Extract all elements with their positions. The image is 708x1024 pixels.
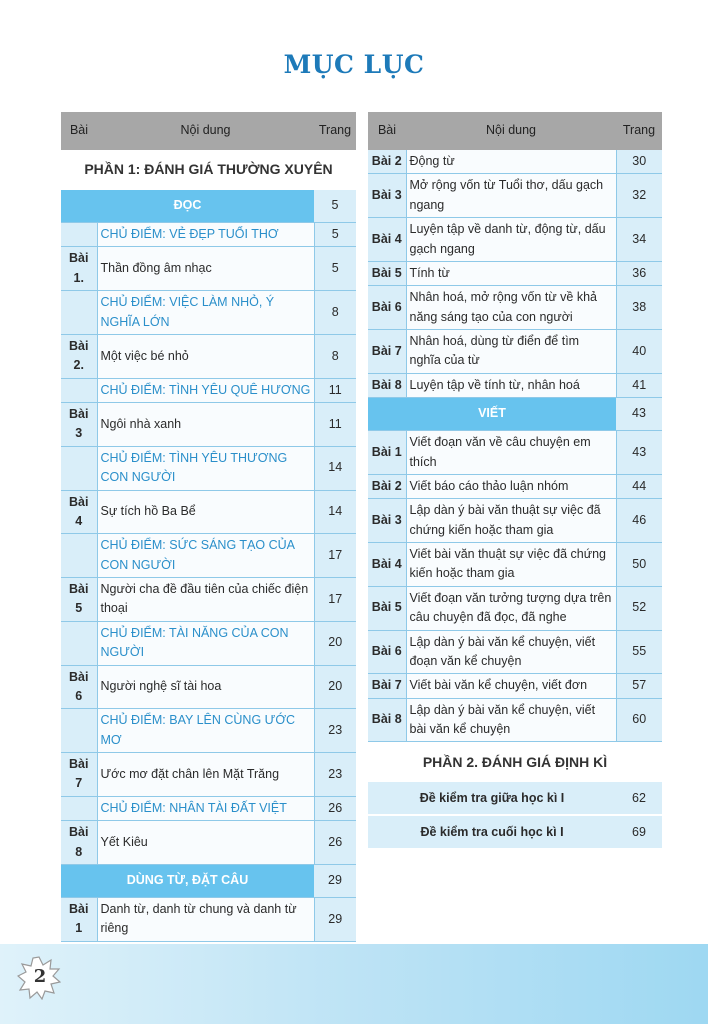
- toc-left-column: [61, 112, 356, 942]
- page-ref: 8: [314, 334, 356, 378]
- lesson-title: Viết đoạn văn tưởng tượng dựa trên câu chuyện đã đọc, đã nghe: [406, 586, 616, 630]
- lesson-title: Viết bài văn kể chuyện, viết đơn: [406, 674, 616, 698]
- theme-row: [61, 796, 356, 820]
- lesson-title: Yết Kiêu: [97, 821, 314, 865]
- lesson-number: Bài 7: [61, 753, 97, 797]
- theme-row: [61, 446, 356, 490]
- lesson-number: [61, 223, 97, 247]
- header-bai: Bài: [61, 112, 97, 150]
- page-ref: 14: [314, 490, 356, 534]
- theme-row: [61, 534, 356, 578]
- page-ref: 5: [314, 190, 356, 223]
- lesson-row: [61, 897, 356, 941]
- page-ref: 60: [616, 698, 662, 742]
- lesson-title: Người nghệ sĩ tài hoa: [97, 665, 314, 709]
- lesson-row: [61, 665, 356, 709]
- lesson-number: Bài 3: [368, 499, 406, 543]
- lesson-title: Sự tích hồ Ba Bể: [97, 490, 314, 534]
- lesson-number: Bài 5: [61, 578, 97, 622]
- page-ref: 23: [314, 753, 356, 797]
- lesson-row: [61, 821, 356, 865]
- lesson-number: Bài 1: [61, 897, 97, 941]
- page-ref: 20: [314, 665, 356, 709]
- lesson-number: Bài 2.: [61, 334, 97, 378]
- lesson-number: [61, 291, 97, 335]
- lesson-title: Động từ: [406, 150, 616, 174]
- theme-row: [61, 378, 356, 402]
- theme-title: CHỦ ĐIỂM: BAY LÊN CÙNG ƯỚC MƠ: [97, 709, 314, 753]
- section-title: ĐỌC: [61, 190, 314, 223]
- part-heading: PHẦN 1: ĐÁNH GIÁ THƯỜNG XUYÊN: [61, 150, 356, 190]
- page-ref: 44: [616, 474, 662, 498]
- page-ref: 43: [616, 398, 662, 431]
- theme-row: [61, 709, 356, 753]
- lesson-title: Lập dàn ý bài văn kể chuyện, viết đoạn văn kể chuyện: [406, 630, 616, 674]
- lesson-number: Bài 7: [368, 330, 406, 374]
- theme-title: CHỦ ĐIỂM: SỨC SÁNG TẠO CỦA CON NGƯỜI: [97, 534, 314, 578]
- lesson-row: [368, 674, 662, 698]
- lesson-row: [368, 499, 662, 543]
- lesson-title: Nhân hoá, dùng từ điển để tìm nghĩa của từ: [406, 330, 616, 374]
- page-ref: 26: [314, 821, 356, 865]
- lesson-row: [61, 753, 356, 797]
- lesson-title: Luyện tập về tính từ, nhân hoá: [406, 373, 616, 397]
- lesson-number: [61, 446, 97, 490]
- theme-title: CHỦ ĐIỂM: NHÂN TÀI ĐẤT VIỆT: [97, 796, 314, 820]
- page-ref: 62: [616, 782, 662, 815]
- lesson-number: Bài 7: [368, 674, 406, 698]
- section-title: DÙNG TỪ, ĐẶT CÂU: [61, 864, 314, 897]
- lesson-title: Thần đồng âm nhạc: [97, 247, 314, 291]
- exam-title: Đề kiểm tra cuối học kì I: [368, 815, 616, 849]
- theme-title: CHỦ ĐIỂM: TÌNH YÊU THƯƠNG CON NGƯỜI: [97, 446, 314, 490]
- exam-title: Đề kiểm tra giữa học kì I: [368, 782, 616, 815]
- section-title: VIẾT: [368, 398, 616, 431]
- page-ref: 52: [616, 586, 662, 630]
- lesson-number: Bài 8: [368, 698, 406, 742]
- page-ref: 46: [616, 499, 662, 543]
- theme-title: CHỦ ĐIỂM: VẺ ĐẸP TUỔI THƠ: [97, 223, 314, 247]
- lesson-number: [61, 796, 97, 820]
- page-ref: 30: [616, 150, 662, 174]
- lesson-title: Lập dàn ý bài văn thuật sự việc đã chứng kiến hoặc tham gia: [406, 499, 616, 543]
- lesson-number: Bài 6: [61, 665, 97, 709]
- lesson-row: [368, 474, 662, 498]
- header-page: Trang: [314, 112, 356, 150]
- lesson-number: [61, 709, 97, 753]
- header-bai: Bài: [368, 112, 406, 150]
- lesson-number: Bài 2: [368, 474, 406, 498]
- lesson-title: Một việc bé nhỏ: [97, 334, 314, 378]
- page-ref: 23: [314, 709, 356, 753]
- toc-table-right: [368, 112, 662, 850]
- page-ref: 29: [314, 897, 356, 941]
- theme-title: CHỦ ĐIỂM: TÀI NĂNG CỦA CON NGƯỜI: [97, 621, 314, 665]
- lesson-number: Bài 4: [61, 490, 97, 534]
- lesson-row: [368, 150, 662, 174]
- lesson-row: [368, 261, 662, 285]
- page-ref: 55: [616, 630, 662, 674]
- lesson-row: [368, 630, 662, 674]
- page-ref: 11: [314, 403, 356, 447]
- page-ref: 5: [314, 223, 356, 247]
- page-ref: 40: [616, 330, 662, 374]
- exam-row: [368, 815, 662, 849]
- footer-band: [0, 944, 708, 1024]
- lesson-row: [368, 431, 662, 475]
- lesson-number: Bài 6: [368, 630, 406, 674]
- page-ref: 8: [314, 291, 356, 335]
- page-ref: 38: [616, 286, 662, 330]
- lesson-title: Viết đoạn văn về câu chuyện em thích: [406, 431, 616, 475]
- lesson-number: [61, 534, 97, 578]
- lesson-number: Bài 2: [368, 150, 406, 174]
- page-ref: 11: [314, 378, 356, 402]
- part-heading: PHẦN 2. ĐÁNH GIÁ ĐỊNH KÌ: [368, 742, 662, 783]
- lesson-title: Luyện tập về danh từ, động từ, dấu gạch ngang: [406, 218, 616, 262]
- theme-row: [61, 621, 356, 665]
- lesson-number: Bài 4: [368, 543, 406, 587]
- exam-row: [368, 782, 662, 815]
- lesson-row: [368, 586, 662, 630]
- lesson-number: Bài 8: [61, 821, 97, 865]
- page-ref: 50: [616, 543, 662, 587]
- lesson-title: Danh từ, danh từ chung và danh từ riêng: [97, 897, 314, 941]
- lesson-title: Lập dàn ý bài văn kể chuyện, viết bài văn kể chuyện: [406, 698, 616, 742]
- lesson-row: [368, 218, 662, 262]
- lesson-number: Bài 5: [368, 261, 406, 285]
- header-content: Nội dung: [97, 112, 314, 150]
- part-heading-row: [368, 742, 662, 783]
- page-ref: 36: [616, 261, 662, 285]
- lesson-title: Mở rộng vốn từ Tuổi thơ, dấu gạch ngang: [406, 174, 616, 218]
- lesson-title: Người cha đề đầu tiên của chiếc điện thoại: [97, 578, 314, 622]
- lesson-title: Tính từ: [406, 261, 616, 285]
- section-row: [61, 190, 356, 223]
- page-ref: 29: [314, 864, 356, 897]
- page-number: 2: [33, 966, 47, 987]
- page-ref: 17: [314, 534, 356, 578]
- lesson-number: Bài 4: [368, 218, 406, 262]
- lesson-number: Bài 5: [368, 586, 406, 630]
- page-ref: 5: [314, 247, 356, 291]
- page-ref: 57: [616, 674, 662, 698]
- header-page: Trang: [616, 112, 662, 150]
- section-row: [61, 864, 356, 897]
- lesson-row: [61, 490, 356, 534]
- lesson-number: Bài 8: [368, 373, 406, 397]
- lesson-title: Viết báo cáo thảo luận nhóm: [406, 474, 616, 498]
- lesson-row: [368, 373, 662, 397]
- page-ref: 14: [314, 446, 356, 490]
- section-row: [368, 398, 662, 431]
- header-content: Nội dung: [406, 112, 616, 150]
- toc-table-left: [61, 112, 356, 942]
- lesson-number: Bài 3: [61, 403, 97, 447]
- page-ref: 34: [616, 218, 662, 262]
- theme-row: [61, 223, 356, 247]
- lesson-title: Nhân hoá, mở rộng vốn từ về khả năng sáng tạo của con người: [406, 286, 616, 330]
- lesson-number: Bài 1.: [61, 247, 97, 291]
- lesson-number: Bài 6: [368, 286, 406, 330]
- lesson-row: [61, 403, 356, 447]
- lesson-row: [61, 247, 356, 291]
- page-ref: 26: [314, 796, 356, 820]
- page-ref: 43: [616, 431, 662, 475]
- toc-right-column: [368, 112, 662, 850]
- lesson-row: [368, 286, 662, 330]
- lesson-number: [61, 378, 97, 402]
- lesson-row: [368, 174, 662, 218]
- lesson-row: [61, 334, 356, 378]
- lesson-row: [368, 330, 662, 374]
- page-ref: 32: [616, 174, 662, 218]
- lesson-row: [368, 543, 662, 587]
- theme-title: CHỦ ĐIỂM: VIỆC LÀM NHỎ, Ý NGHĨA LỚN: [97, 291, 314, 335]
- lesson-number: Bài 1: [368, 431, 406, 475]
- page-ref: 20: [314, 621, 356, 665]
- lesson-number: [61, 621, 97, 665]
- theme-row: [61, 291, 356, 335]
- lesson-row: [368, 698, 662, 742]
- lesson-number: Bài 3: [368, 174, 406, 218]
- lesson-row: [61, 578, 356, 622]
- lesson-title: Ước mơ đặt chân lên Mặt Trăng: [97, 753, 314, 797]
- page-ref: 41: [616, 373, 662, 397]
- lesson-title: Ngôi nhà xanh: [97, 403, 314, 447]
- lesson-title: Viết bài văn thuật sự việc đã chứng kiến hoặc tham gia: [406, 543, 616, 587]
- theme-title: CHỦ ĐIỂM: TÌNH YÊU QUÊ HƯƠNG: [97, 378, 314, 402]
- page-title: MỤC LỤC: [283, 50, 425, 79]
- part-heading-row: [61, 150, 356, 190]
- page-ref: 17: [314, 578, 356, 622]
- page-ref: 69: [616, 815, 662, 849]
